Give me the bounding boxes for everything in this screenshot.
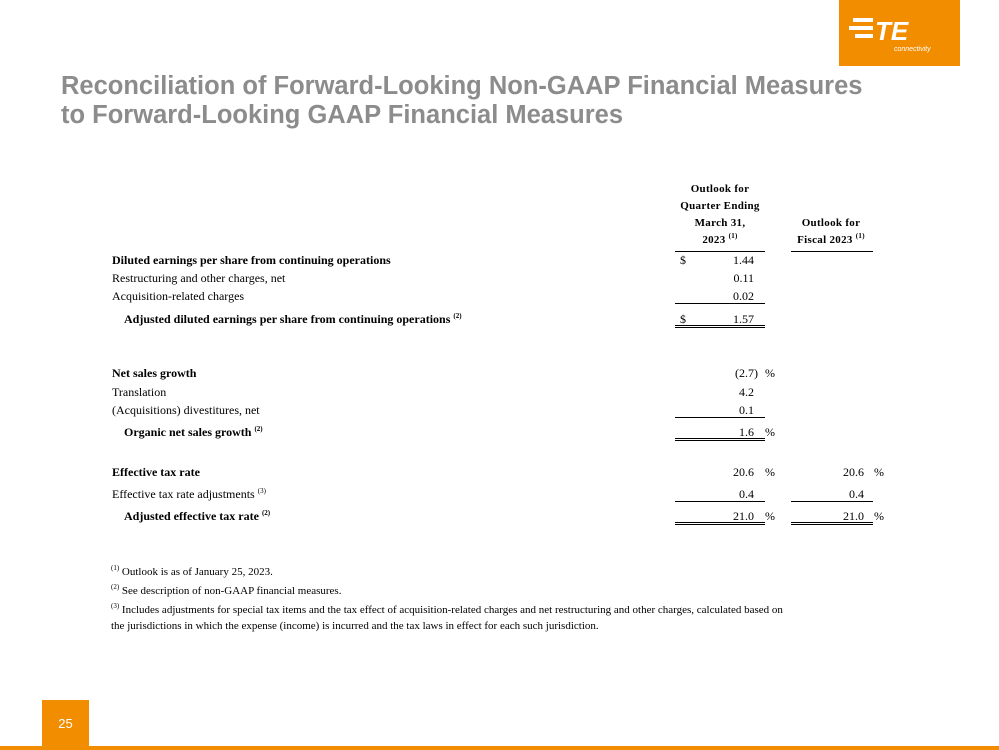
acquisition-value: 0.02 — [733, 289, 754, 303]
acquisitions-divestitures-value: 0.1 — [739, 403, 754, 417]
logo-tagline-text: connectivity — [894, 46, 931, 53]
effective-tax-rate-fiscal-percent: % — [874, 465, 884, 479]
effective-tax-rate-label: Effective tax rate — [112, 465, 200, 479]
net-sales-growth-value: (2.7) — [735, 366, 758, 380]
column-header-quarter-underline — [675, 251, 765, 252]
effective-tax-rate-fiscal-value: 20.6 — [843, 465, 864, 479]
adjusted-tax-rate-fiscal-percent: % — [874, 509, 884, 523]
restructuring-value: 0.11 — [733, 271, 754, 285]
adjusted-eps-double-line — [675, 325, 765, 328]
footnote-2 — [111, 583, 341, 599]
footnote-ref: (3) — [257, 487, 266, 495]
adjusted-tax-rate-fiscal-value: 21.0 — [843, 509, 864, 523]
footnote-ref: (1) — [728, 232, 738, 240]
effective-tax-rate-quarter-percent: % — [765, 465, 775, 479]
footnote-2-text: See description of non-GAAP financial measures. — [121, 585, 342, 597]
organic-growth-double-line — [675, 438, 765, 441]
column-header-fiscal-underline — [791, 251, 873, 252]
organic-growth-label-text: Organic net sales growth — [124, 425, 252, 439]
footnote-3-text-line-1: Includes adjustments for special tax items and the tax effect of acquisition-related charges and net restructuring and other charges, calculated based on — [121, 604, 783, 616]
translation-value: 4.2 — [739, 385, 754, 399]
adjusted-tax-rate-label — [124, 509, 270, 523]
page-title-line-2: to Forward-Looking GAAP Financial Measures — [61, 101, 624, 129]
adjusted-eps-dollar-sign: $ — [680, 312, 686, 326]
tax-adjustments-label-text: Effective tax rate adjustments — [112, 487, 255, 501]
logo-brand-text: TE — [875, 16, 909, 46]
footnote-ref: (2) — [453, 312, 462, 320]
adjusted-eps-label — [124, 312, 462, 326]
eps-label: Diluted earnings per share from continuing operations — [112, 253, 391, 267]
net-sales-growth-label: Net sales growth — [112, 366, 197, 380]
page-title-line-1: Reconciliation of Forward-Looking Non-GAAP Financial Measures — [61, 72, 863, 100]
organic-growth-value: 1.6 — [739, 425, 754, 439]
tax-adjustments-quarter-value: 0.4 — [739, 487, 754, 501]
te-connectivity-logo — [839, 0, 960, 66]
adjusted-tax-rate-double-line-fiscal — [791, 522, 873, 525]
column-header-quarter-line-3: March 31, — [694, 217, 746, 229]
tax-subtotal-line-quarter — [675, 501, 765, 502]
column-header-fiscal-year: Fiscal 2023 — [797, 234, 853, 246]
organic-growth-percent: % — [765, 425, 775, 439]
eps-subtotal-line — [675, 303, 765, 304]
net-sales-growth-percent: % — [765, 366, 775, 380]
page-title — [61, 72, 961, 130]
column-header-fiscal-line-1: Outlook for — [801, 217, 861, 229]
column-header-fiscal — [785, 215, 877, 249]
restructuring-label: Restructuring and other charges, net — [112, 271, 286, 285]
adjusted-tax-rate-label-text: Adjusted effective tax rate — [124, 509, 259, 523]
column-header-quarter-line-2: Quarter Ending — [680, 200, 760, 212]
tax-subtotal-line-fiscal — [791, 501, 873, 502]
organic-growth-label — [124, 425, 263, 439]
te-logo-mark — [839, 0, 960, 66]
adjusted-tax-rate-double-line-quarter — [675, 522, 765, 525]
column-header-quarter — [668, 181, 772, 249]
eps-dollar-sign: $ — [680, 253, 686, 267]
footnote-3-text-line-2: the jurisdictions in which the expense (income) is incurred and the tax laws in effect for each such jurisdiction. — [111, 620, 599, 632]
tax-adjustments-label — [112, 487, 266, 501]
page-number: 25 — [42, 700, 89, 747]
footnote-mark: (2) — [111, 583, 120, 591]
sales-subtotal-line — [675, 417, 765, 418]
adjusted-tax-rate-quarter-value: 21.0 — [733, 509, 754, 523]
footnote-ref: (1) — [855, 232, 865, 240]
footnote-1-text: Outlook is as of January 25, 2023. — [121, 566, 273, 578]
footnote-3 — [111, 602, 881, 634]
footnote-ref: (2) — [254, 425, 263, 433]
eps-value: 1.44 — [733, 253, 754, 267]
adjusted-eps-label-text: Adjusted diluted earnings per share from continuing operations — [124, 312, 451, 326]
bottom-accent-bar — [0, 746, 999, 750]
adjusted-tax-rate-quarter-percent: % — [765, 509, 775, 523]
acquisition-label: Acquisition-related charges — [112, 289, 245, 303]
footnote-1 — [111, 564, 273, 580]
tax-adjustments-fiscal-value: 0.4 — [849, 487, 864, 501]
adjusted-eps-value: 1.57 — [733, 312, 754, 326]
footnote-ref: (2) — [261, 509, 271, 517]
footnote-mark: (1) — [111, 564, 120, 572]
effective-tax-rate-quarter-value: 20.6 — [733, 465, 754, 479]
translation-label: Translation — [112, 385, 167, 399]
acquisitions-divestitures-label: (Acquisitions) divestitures, net — [112, 403, 260, 417]
column-header-quarter-year: 2023 — [702, 234, 726, 246]
column-header-quarter-line-1: Outlook for — [690, 183, 750, 195]
footnote-mark: (3) — [111, 602, 120, 610]
